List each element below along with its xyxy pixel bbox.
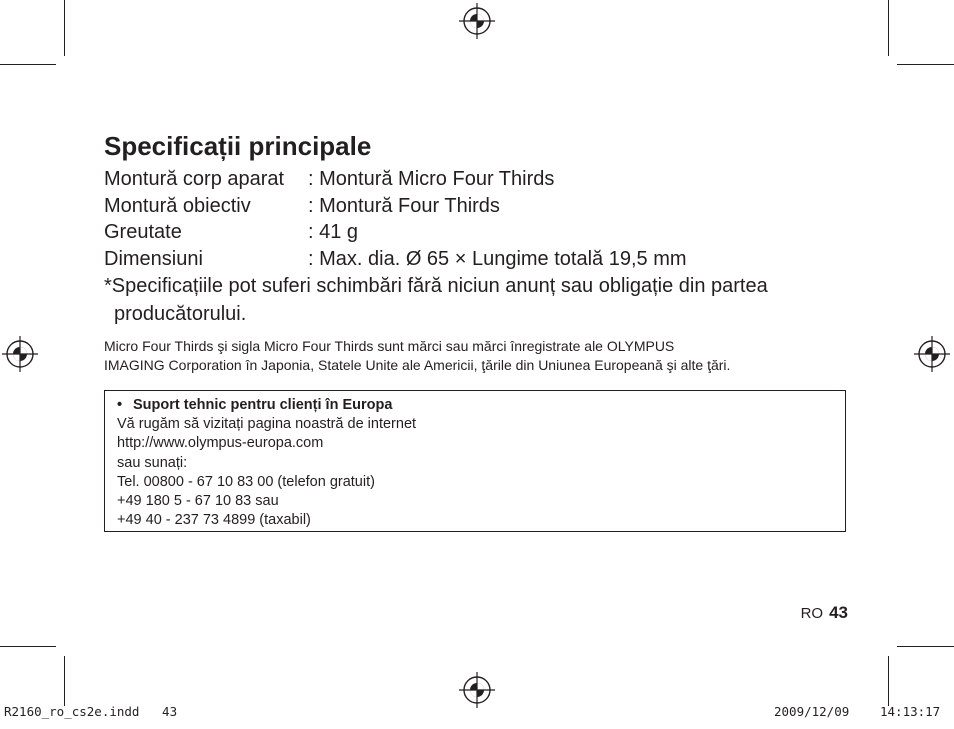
trademark-notice [104, 337, 874, 375]
registration-mark-bottom-icon [459, 672, 495, 708]
spec-list [104, 166, 687, 272]
bullet-icon: • [117, 397, 123, 413]
support-phone-paid: +49 40 - 237 73 4899 (taxabil) [117, 512, 311, 529]
support-box [104, 390, 846, 532]
specification-note [104, 272, 864, 328]
support-line: Vă rugăm să vizitați pagina noastră de internet [117, 416, 417, 433]
support-url[interactable]: http://www.olympus-europa.com [117, 435, 324, 452]
trademark-line: IMAGING Corporation în Japonia, Statele Unite ale Americii, ţările din Uniunea Europeană şi alte ţări. [104, 357, 731, 373]
slug-file: R2160_ro_cs2e.indd 43 [4, 704, 178, 719]
language-code: RO [800, 605, 824, 622]
support-heading-text: Suport tehnic pentru clienți în Europa [133, 397, 393, 413]
page-number-value: 43 [829, 603, 848, 622]
support-heading [117, 396, 845, 415]
crop-mark-top-left-horizontal [0, 64, 56, 65]
note-line: *Specificațiile pot suferi schimbări fără niciun anunț sau obligație din partea [104, 275, 768, 297]
support-line: sau sunați: [117, 454, 188, 471]
spec-value: : Montură Four Thirds [308, 194, 500, 217]
crop-mark-bottom-right-vertical [888, 656, 889, 706]
registration-mark-right-icon [914, 336, 950, 372]
spec-value: : Montură Micro Four Thirds [308, 168, 555, 190]
slug-date: 2009/12/09 [774, 704, 850, 719]
slug-time: 14:13:17 [880, 704, 941, 719]
page-title: Specificații principale [104, 131, 372, 161]
crop-mark-top-right-horizontal [897, 64, 954, 65]
trademark-line: Micro Four Thirds şi sigla Micro Four Thirds sunt mărci sau mărci înregistrate ale OLYMPUS [104, 338, 675, 354]
registration-mark-left-icon [2, 336, 38, 372]
spec-value: : Max. dia. Ø 65 × Lungime totală 19,5 mm [308, 247, 687, 270]
support-phone: +49 180 5 - 67 10 83 sau [117, 493, 279, 510]
crop-mark-top-right-vertical [888, 0, 889, 56]
spec-row-weight [104, 219, 687, 246]
spec-row-dimensions [104, 246, 687, 273]
spec-label: Montură obiectiv [104, 194, 251, 217]
spec-label: Montură corp aparat [104, 168, 285, 190]
spec-label: Dimensiuni [104, 247, 203, 270]
support-phone-free: Tel. 00800 - 67 10 83 00 (telefon gratuit) [117, 473, 375, 490]
page-number [801, 603, 848, 623]
spec-row-lens-mount [104, 193, 687, 220]
registration-mark-top-icon [459, 3, 495, 39]
crop-mark-bottom-left-horizontal [0, 646, 56, 647]
spec-value: : 41 g [308, 221, 359, 243]
note-line: producătorului. [114, 303, 247, 325]
spec-label: Greutate [104, 221, 182, 243]
crop-mark-bottom-left-vertical [64, 656, 65, 706]
crop-mark-bottom-right-horizontal [897, 646, 954, 647]
crop-mark-top-left-vertical [64, 0, 65, 56]
spec-row-body-mount [104, 166, 687, 193]
